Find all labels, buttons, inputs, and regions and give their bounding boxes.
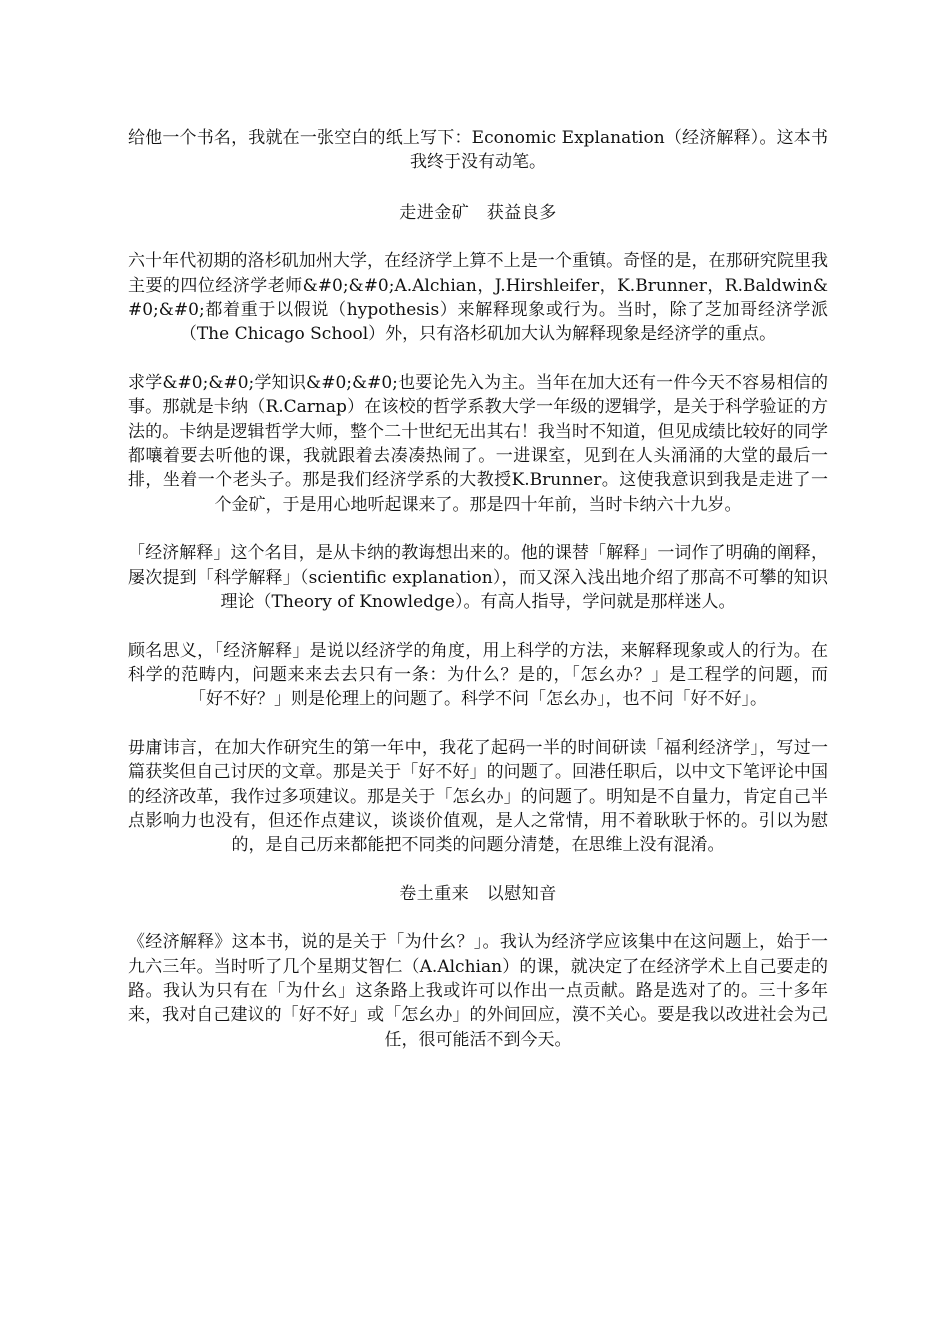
paragraph-meaning: 顾名思义，「经济解释」是说以经济学的角度，用上科学的方法，来解释现象或人的行为。在科学的范畴内，问题来来去去只有一条：为什么？是的，「怎幺办？」是工程学的问题，而「好不好？」则是伦理上的问题了。科学不问「怎幺办」，也不问「好不好」。 [128,640,828,710]
paragraph-welfare-economics: 毋庸讳言，在加大作研究生的第一年中，我花了起码一半的时间研读「福利经济学」，写过一篇获奖但自己讨厌的文章。那是关于「好不好」的问题了。回港任职后，以中文下笔评论中国的经济改革，我作过多项建议。那是关于「怎幺办」的问题了。明知是不自量力，肯定自己半点影响力也没有，但还作点建议，谈谈价值观，是人之常情，用不着耿耿于怀的。引以为慰的，是自己历来都能把不同类的问题分清楚，在思维上没有混淆。 [128,737,828,856]
section-heading-comeback: 卷土重来 以慰知音 [399,883,557,904]
document-page [128,126,828,1076]
paragraph-ucla-teachers: 六十年代初期的洛杉矶加州大学，在经济学上算不上是一个重镇。奇怪的是，在那研究院里我主要的四位经济学老师&#0;&#0;A.Alchian，J.Hirshleifer，K.Brunner，R.Baldwin&#0;&#0;都着重于以假说（hypothesis）来解释现象或行为。当时，除了芝加哥经济学派（The Chicago School）外，只有洛杉矶加大认为解释现象是经济学的重点。 [128,251,828,345]
paragraph-explanation-name: 「经济解释」这个名目，是从卡纳的教诲想出来的。他的课替「解释」一词作了明确的阐释，屡次提到「科学解释」（scientific explanation），而又深入浅出地介绍了那高不可攀的知识理论（Theory of Knowledge）。有高人指导，学问就是那样迷人。 [128,543,828,613]
paragraph-intro: 给他一个书名，我就在一张空白的纸上写下：Economic Explanation（经济解释）。这本书我终于没有动笔。 [128,128,828,173]
paragraph-carnap-class: 求学&#0;&#0;学知识&#0;&#0;也要论先入为主。当年在加大还有一件今天不容易相信的事。那就是卡纳（R.Carnap）在该校的哲学系教大学一年级的逻辑学，是关于科学验证的方法的。卡纳是逻辑哲学大师，整个二十世纪无出其右！我当时不知道，但见成绩比较好的同学都嚷着要去听他的课，我就跟着去凑凑热闹了。一进课室，见到在人头涌涌的大堂的最后一排，坐着一个老头子。那是我们经济学系的大教授K.Brunner。这使我意识到我是走进了一个金矿，于是用心地听起课来了。那是四十年前，当时卡纳六十九岁。 [128,372,828,515]
section-heading-gold-mine: 走进金矿 获益良多 [399,202,557,223]
paragraph-book-why: 《经济解释》这本书，说的是关于「为什幺？」。我认为经济学应该集中在这问题上，始于一九六三年。当时听了几个星期艾智仁（A.Alchian）的课，就决定了在经济学术上自己要走的路。我认为只有在「为什幺」这条路上我或许可以作出一点贡献。路是选对了的。三十多年来，我对自己建议的「好不好」或「怎幺办」的外间回应，漠不关心。要是我以改进社会为己任，很可能活不到今天。 [128,932,828,1050]
